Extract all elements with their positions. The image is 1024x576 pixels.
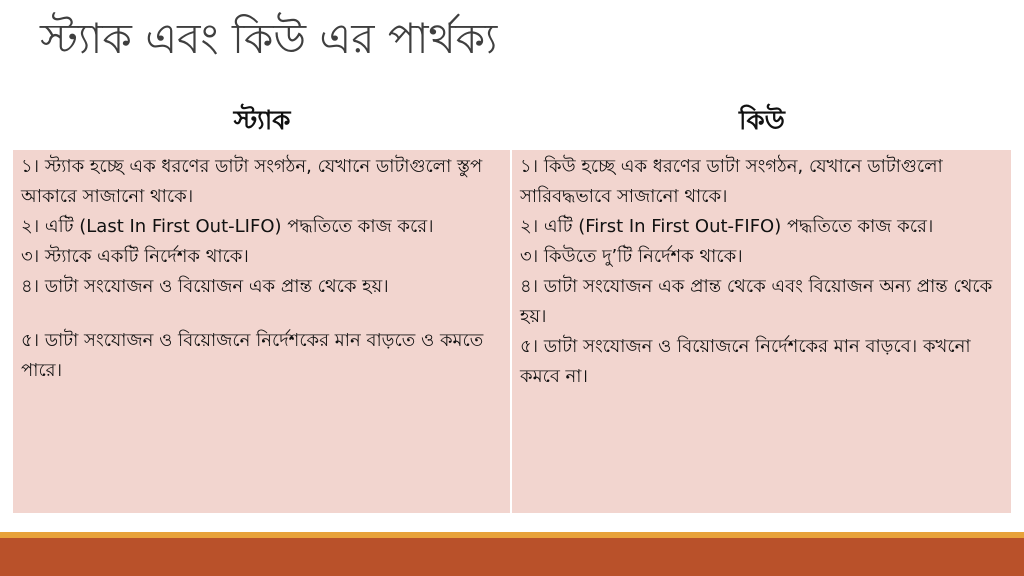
queue-point-1: ১। কিউ হচ্ছে এক ধরণের ডাটা সংগঠন, যেখানে ডাটাগুলো সারিবদ্ধভাবে সাজানো থাকে। — [520, 156, 943, 207]
slide-title: স্ট্যাক এবং কিউ এর পার্থক্য — [40, 14, 498, 63]
stack-column — [13, 150, 512, 513]
queue-point-2: ২। এটি (First In First Out-FIFO) পদ্ধতিতে কাজ করে। — [520, 216, 934, 237]
stack-point-4: ৪। ডাটা সংযোজন ও বিয়োজন এক প্রান্ত থেকে হয়। — [21, 276, 389, 297]
stack-point-5: ৫। ডাটা সংযোজন ও বিয়োজনে নির্দেশকের মান বাড়তে ও কমতে পারে। — [21, 330, 484, 381]
queue-column — [512, 150, 1011, 513]
stack-point-3: ৩। স্ট্যাকে একটি নির্দেশক থাকে। — [21, 246, 249, 267]
stack-point-1: ১। স্ট্যাক হচ্ছে এক ধরণের ডাটা সংগঠন, যেখানে ডাটাগুলো স্তুপ আকারে সাজানো থাকে। — [21, 156, 483, 207]
stack-column-header: স্ট্যাক — [233, 106, 291, 136]
queue-column-header: কিউ — [739, 106, 785, 136]
footer-bar — [0, 538, 1024, 576]
stack-point-2: ২। এটি (Last In First Out-LIFO) পদ্ধতিতে কাজ করে। — [21, 216, 434, 237]
comparison-table — [13, 150, 1011, 513]
queue-point-3: ৩। কিউতে দু’টি নির্দেশক থাকে। — [520, 246, 743, 267]
queue-point-4: ৪। ডাটা সংযোজন এক প্রান্ত থেকে এবং বিয়োজন অন্য প্রান্ত থেকে হয়। — [520, 276, 993, 327]
queue-point-5: ৫। ডাটা সংযোজন ও বিয়োজনে নির্দেশকের মান বাড়বে। কখনো কমবে না। — [520, 336, 971, 387]
